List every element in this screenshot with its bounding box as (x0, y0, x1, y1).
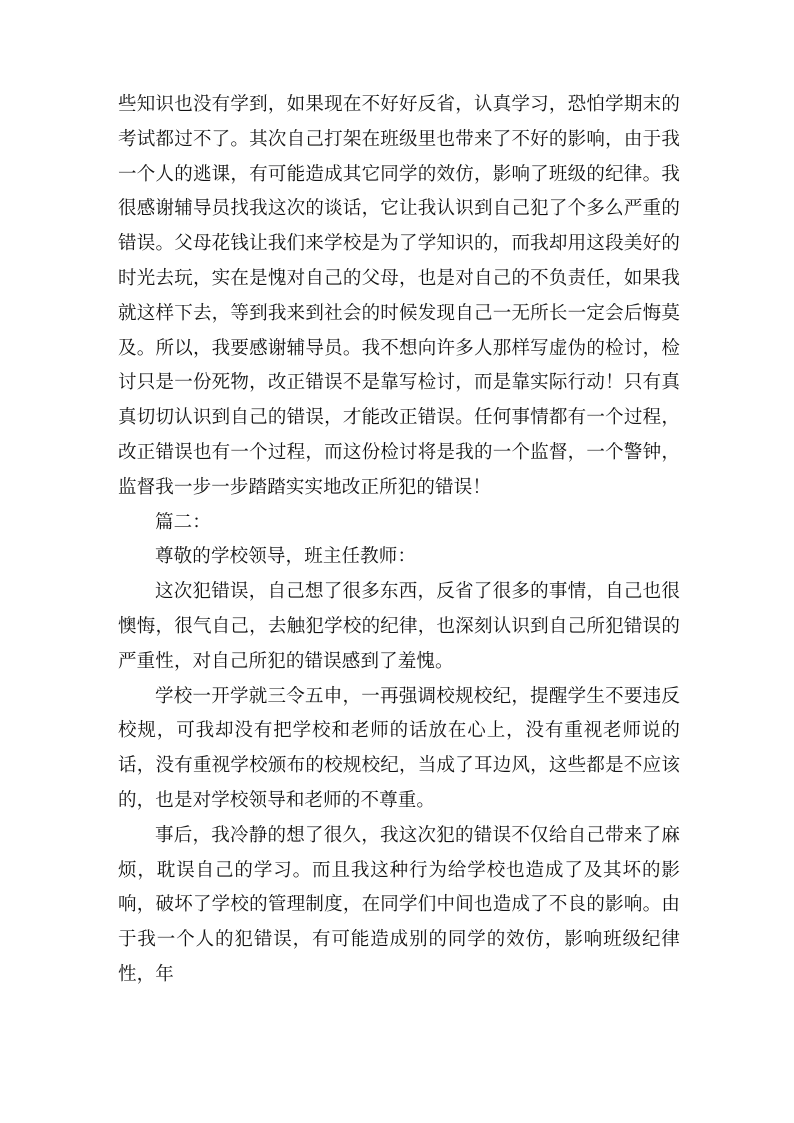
section-heading: 篇二： (155, 511, 211, 533)
paragraph-continuation: 些知识也没有学到，如果现在不好好反省，认真学习，恐怕学期末的考试都过不了。其次自己打架在班级里也带来了不好的影响，由于我一个人的逃课，有可能造成其它同学的效仿，影响了班级的纪律。我很感谢辅导员找我这次的谈话，它让我认识到自己犯了个多么严重的错误。父母花钱让我们来学校是为了学知识的，而我却用这段美好的时光去玩，实在是愧对自己的父母，也是对自己的不负责任，如果我就这样下去，等到我来到社会的时候发现自己一无所长一定会后悔莫及。所以，我要感谢辅导员。我不想向许多人那样写虚伪的检讨，检讨只是一份死物，改正错误不是靠写检讨，而是靠实际行动！只有真真切切认识到自己的错误，才能改正错误。任何事情都有一个过程，改正错误也有一个过程，而这份检讨将是我的一个监督，一个警钟，监督我一步一步踏踏实实地改正所犯的错误！ (118, 94, 680, 498)
paragraph-reflection: 这次犯错误，自己想了很多东西，反省了很多的事情，自己也很懊悔，很气自己，去触犯学校的纪律，也深刻认识到自己所犯错误的严重性，对自己所犯的错误感到了羞愧。 (118, 581, 680, 672)
paragraph-school-rules: 学校一开学就三令五申，一再强调校规校纪，提醒学生不要违反校规，可我却没有把学校和老师的话放在心上，没有重视老师说的话，没有重视学校颁布的校规校纪，当成了耳边风，这些都是不应该的，也是对学校领导和老师的不尊重。 (118, 685, 680, 811)
paragraph-consequences: 事后，我冷静的想了很久，我这次犯的错误不仅给自己带来了麻烦，耽误自己的学习。而且我这种行为给学校也造成了及其坏的影响，破坏了学校的管理制度，在同学们中间也造成了不良的影响。由于我一个人的犯错误，有可能造成别的同学的效仿，影响班级纪律性，年 (118, 824, 680, 985)
salutation: 尊敬的学校领导，班主任教师： (155, 546, 417, 568)
document-page (118, 88, 680, 993)
